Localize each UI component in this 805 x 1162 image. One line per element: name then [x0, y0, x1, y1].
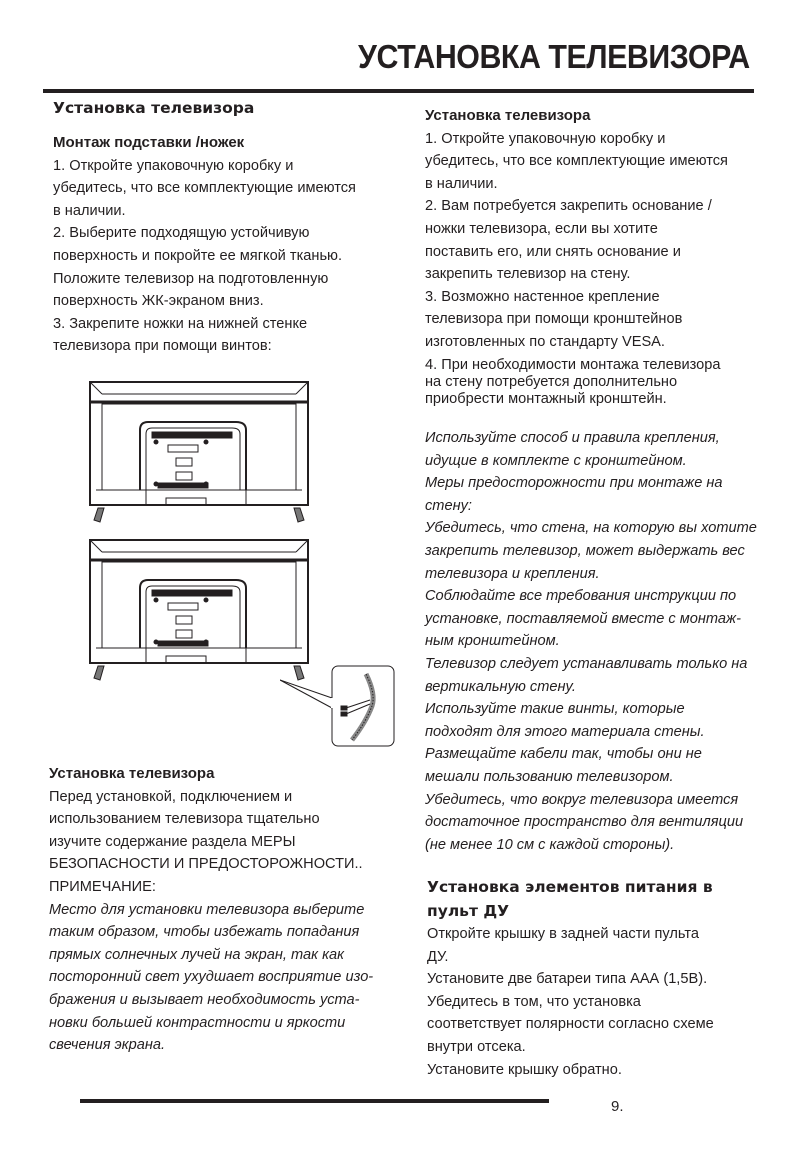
text-line: Убедитесь в том, что установка [427, 993, 641, 1010]
text-line: телевизора при помощи кронштейнов [425, 311, 683, 328]
remote-battery-section [427, 875, 777, 1081]
note-line: Используйте способ и правила крепления, [425, 430, 720, 446]
note-line: Убедитесь, что вокруг телевизора имеется [425, 791, 739, 808]
tv-rear-view-with-stand-illustration [88, 538, 310, 683]
text-line: ДУ. [427, 948, 449, 965]
text-line: 2. Вам потребуется закрепить основание / [425, 198, 712, 215]
note-line: закрепить телевизор, может выдержать вес [425, 542, 745, 559]
text-line: ножки телевизора, если вы хотите [425, 220, 658, 237]
note-line: Телевизор следует устанавливать только на [425, 655, 748, 672]
note-line: Меры предосторожности при монтаже на [425, 475, 723, 492]
text-line: поверхность и покройте ее мягкой тканью. [53, 247, 343, 264]
note-line: достаточное пространство для вентиляции [425, 814, 744, 831]
tv-rear-view-illustration [88, 380, 310, 525]
text-line: в наличии. [425, 175, 498, 192]
text-line: на стену потребуется дополнительно [425, 373, 678, 390]
text-line: использованием телевизора тщательно [49, 811, 320, 828]
right-section-installation [425, 105, 775, 408]
section-subheading: Монтаж подставки /ножек [53, 134, 245, 151]
section-heading: Установка телевизора [425, 107, 591, 124]
text-line: Перед установкой, подключением и [49, 788, 293, 805]
note-line: Размещайте кабели так, чтобы они не [425, 746, 702, 763]
left-section-stand-mounting [53, 96, 403, 358]
text-line: ПРИМЕЧАНИЕ: [49, 878, 156, 895]
text-line: Установите крышку обратно. [427, 1061, 622, 1078]
note-line: установке, поставляемой вместе с монтаж- [425, 610, 741, 627]
note-line: свечения экрана. [49, 1037, 166, 1054]
note-line: телевизора и крепления. [425, 565, 600, 582]
text-line: Положите телевизор на подготовленную [53, 270, 329, 287]
note-line: прямых солнечных лучей на экран, так как [49, 946, 344, 963]
note-line: (не менее 10 см с каждой стороны). [425, 836, 675, 853]
note-line: ным кронштейном. [425, 633, 560, 650]
note-line: подходят для этого материала стены. [425, 723, 705, 740]
page-number: 9. [611, 1098, 624, 1115]
note-line: Используйте такие винты, которые [425, 701, 685, 718]
section-heading: Установка телевизора [49, 765, 215, 782]
note-line: Соблюдайте все требования инструкции по [425, 588, 737, 605]
text-line: 1. Откройте упаковочную коробку и [425, 130, 666, 147]
text-line: Откройте крышку в задней части пульта [427, 926, 700, 942]
text-line: изготовленных по стандарту VESA. [425, 333, 665, 350]
left-section-placement-notes [49, 763, 404, 1057]
note-line: бражения и вызывает необходимость уста- [49, 991, 360, 1008]
text-line: убедитесь, что все комплектующие имеются [425, 153, 728, 170]
text-line: в наличии. [53, 202, 126, 219]
stand-leg-screws-callout [280, 660, 400, 750]
note-line: стену: [425, 497, 472, 514]
text-line: убедитесь, что все комплектующие имеются [53, 180, 356, 197]
text-line: Установите две батареи типа ААА (1,5В). [427, 971, 708, 988]
text-line: закрепить телевизор на стену. [425, 266, 631, 283]
footer-rule [80, 1099, 549, 1103]
note-line: таким образом, чтобы избежать попадания [49, 924, 360, 941]
text-line: 2. Выберите подходящую устойчивую [53, 225, 310, 242]
note-line: новки большей контрастности и яркости [49, 1014, 346, 1031]
text-line: 4. При необходимости монтажа телевизора [425, 356, 721, 373]
note-line: мешали пользованию телевизором. [425, 768, 674, 785]
wall-mount-precautions [425, 427, 775, 856]
note-line: посторонний свет ухудшает восприятие изо- [49, 969, 374, 986]
note-line: Место для установки телевизора выберите [49, 901, 365, 918]
page-title: УСТАНОВКА ТЕЛЕВИЗОРА [358, 38, 750, 75]
section-heading-continued: пульт ДУ [427, 902, 510, 920]
text-line: поверхность ЖК-экраном вниз. [53, 293, 264, 310]
text-line: БЕЗОПАСНОСТИ И ПРЕДОСТОРОЖНОСТИ.. [49, 856, 363, 873]
text-line: соответствует полярности согласно схеме [427, 1016, 714, 1033]
note-line: идущие в комплекте с кронштейном. [425, 452, 687, 469]
text-line: 3. Закрепите ножки на нижней стенке [53, 315, 308, 332]
text-line: приобрести монтажный кронштейн. [425, 390, 667, 407]
section-heading: Установка элементов питания в [427, 878, 713, 896]
note-line: вертикальную стену. [425, 678, 576, 695]
text-line: 1. Откройте упаковочную коробку и [53, 157, 294, 174]
note-line: Убедитесь, что стена, на которую вы хотите [425, 520, 757, 537]
header-rule [43, 89, 754, 93]
text-line: изучите содержание раздела МЕРЫ [49, 833, 296, 850]
section-heading: Установка телевизора [53, 99, 255, 117]
text-line: внутри отсека. [427, 1038, 526, 1055]
text-line: 3. Возможно настенное крепление [425, 288, 660, 305]
text-line: поставить его, или снять основание и [425, 243, 681, 260]
text-line: телевизора при помощи винтов: [53, 338, 272, 355]
